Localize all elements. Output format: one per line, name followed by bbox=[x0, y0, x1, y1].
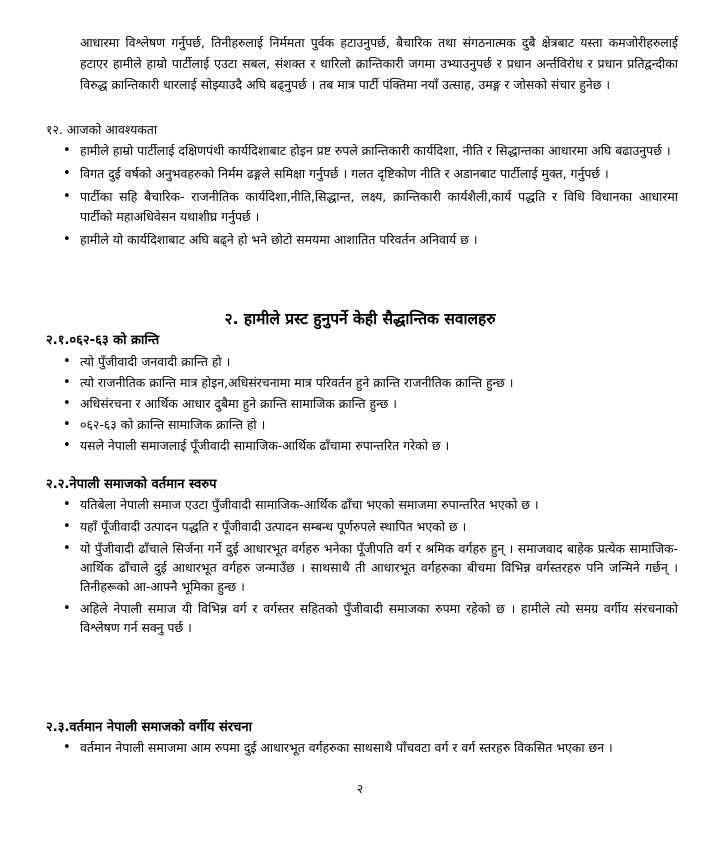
list-item-text: यो पुँजीवादी ढाँचाले सिर्जना गर्ने दुई आधारभूत वर्गहरु भनेका पूँजीपति वर्ग र श्रमिक वर्गहरु हुन् । समाजवाद बाहेक प्रत्येक सामाजिक-आर्थिक ढाँचाले दुई आधारभूत वर्गहरु जन्माउँछ । साथसाथै ती आधारभूत वर्गहरुका बीचमा विभिन्न वर्गस्तरहरु पनि जन्मिने गर्छन् । तिनीहरूको आ-आफ्नै भूमिका हुन्छ । bbox=[80, 541, 678, 594]
list-item bbox=[63, 738, 678, 758]
bullet-icon: • bbox=[63, 541, 71, 556]
bullet-icon: • bbox=[63, 143, 71, 158]
list-item-text: हामीले हाम्रो पार्टीलाई दक्षिणपंथी कार्यदिशाबाट होइन प्रष्ट रुपले क्रान्तिकारी कार्यदिशा, नीति र सिद्धान्तका आधारमा अघि बढाउनुपर्छ । bbox=[80, 143, 671, 158]
section-title: २. हामीले प्रस्ट हुनुपर्ने केही सैद्धान्तिक सवालहरु bbox=[224, 310, 496, 328]
bullet-icon: • bbox=[63, 232, 71, 247]
list-item bbox=[63, 495, 678, 514]
list-section-12 bbox=[63, 141, 678, 250]
list-item bbox=[63, 435, 678, 456]
bullet-icon: • bbox=[63, 417, 71, 432]
bullet-icon: • bbox=[63, 438, 71, 453]
list-item-text: अधिसंरचना र आर्थिक आधार दुबैमा हुने क्रान्ति सामाजिक क्रान्ति हुन्छ । bbox=[80, 396, 397, 411]
list-item bbox=[63, 141, 678, 161]
bullet-icon: • bbox=[63, 519, 71, 534]
bullet-icon: • bbox=[63, 166, 71, 181]
list-item-text: पार्टीका सहि बैचारिक- राजनीतिक कार्यदिशा,नीति,सिद्धान्त, लक्ष्य, क्रान्तिकारी कार्यशैली,कार्य पद्धति र विधि विधानका आधारमा पार्टीको महाअधिवेसन यथाशीघ्र गर्नुपर्छ । bbox=[80, 189, 678, 224]
list-section-2-3 bbox=[63, 738, 678, 758]
bullet-icon: • bbox=[63, 396, 71, 411]
list-item-text: यतिबेला नेपाली समाज एउटा पुँजीवादी सामाजिक-आर्थिक ढाँचा भएको समाजमा रुपान्तरित भएको छ । bbox=[80, 497, 539, 512]
list-section-2-2 bbox=[63, 495, 678, 637]
list-item-text: त्यो पुँजीवादी जनवादी क्रान्ति हो । bbox=[80, 354, 231, 369]
list-item bbox=[63, 539, 678, 596]
list-item bbox=[63, 517, 678, 536]
heading-section-2-3: २.३.वर्तमान नेपाली समाजको वर्गीय संरचना bbox=[46, 720, 252, 735]
list-item-text: हामीले यो कार्यदिशाबाट अघि बढ्ने हो भने छोटो समयमा आशातित परिवर्तन अनिवार्य छ । bbox=[80, 232, 478, 247]
list-item bbox=[63, 414, 678, 435]
list-item bbox=[63, 187, 678, 227]
bullet-icon: • bbox=[63, 601, 71, 616]
list-item bbox=[63, 393, 678, 414]
intro-paragraph: आधारमा विश्लेषण गर्नुपर्छ, तिनीहरुलाई निर्ममता पुर्वक हटाउनुपर्छ, बैचारिक तथा संगठनात्मक दुबै क्षेत्रबाट यस्ता कमजोरीहरुलाई हटाएर हामीले हाम्रो पार्टीलाई एउटा सबल, संशक्त र धारिलो क्रान्तिकारी जगमा उभ्याउनुपर्छ र प्रधान अर्न्तविरोध र प्रधान प्रतिद्वन्दीका विरुद्ध क्रान्तिकारी धारलाई सोझ्याउदै अघि बढ्नुपर्छ । तब मात्र पार्टी पंक्तिमा नयाँ उत्साह, उमङ्ग र जोसको संचार हुनेछ । bbox=[80, 35, 678, 92]
list-item-text: त्यो राजनीतिक क्रान्ति मात्र होइन,अधिसंरचनामा मात्र परिवर्तन हुने क्रान्ति राजनीतिक क्रान्ति हुन्छ । bbox=[80, 375, 514, 390]
page-number: २ bbox=[356, 781, 364, 796]
bullet-icon: • bbox=[63, 354, 71, 369]
bullet-icon: • bbox=[63, 375, 71, 390]
list-item-text: यहाँ पूँजीवादी उत्पादन पद्धति र पूँजीवादी उत्पादन सम्बन्ध पूर्णरुपले स्थापित भएको छ । bbox=[80, 519, 467, 534]
list-item-text: यसले नेपाली समाजलाई पूँजीवादी सामाजिक-आर्थिक ढाँचामा रुपान्तरित गरेको छ । bbox=[80, 438, 450, 453]
bullet-icon: • bbox=[63, 497, 71, 512]
bullet-icon: • bbox=[63, 740, 71, 755]
list-section-2-1 bbox=[63, 351, 678, 456]
list-item-text: वर्तमान नेपाली समाजमा आम रुपमा दुई आधारभूत वर्गहरुका साथसाथै पाँचवटा वर्ग र वर्ग स्तरहरु विकसित भएका छन । bbox=[80, 740, 613, 755]
list-item-text: ०६२-६३ को क्रान्ति सामाजिक क्रान्ति हो । bbox=[80, 417, 266, 432]
list-item-text: विगत दुई वर्षको अनुभवहरुको निर्मम ढङ्गले समिक्षा गर्नुपर्छ । गलत दृष्टिकोण नीति र अडानबाट पार्टीलाई मुक्त, गर्नुपर्छ । bbox=[80, 166, 609, 181]
heading-section-2-2: २.२.नेपाली समाजको वर्तमान स्वरुप bbox=[46, 477, 217, 492]
heading-section-12: १२. आजको आवश्यकता bbox=[46, 122, 158, 137]
heading-section-2-1: २.१.०६२-६३ को क्रान्ति bbox=[46, 333, 160, 348]
list-item bbox=[63, 351, 678, 372]
list-item-text: अहिले नेपाली समाज यी विभिन्न वर्ग र वर्गस्तर सहितको पुँजीवादी समाजका रुपमा रहेको छ । हामीले त्यो समग्र वर्गीय संरचनाको विश्लेषण गर्न सक्नु पर्छ । bbox=[80, 601, 678, 635]
bullet-icon: • bbox=[63, 189, 71, 204]
list-item bbox=[63, 230, 678, 250]
list-item bbox=[63, 372, 678, 393]
list-item bbox=[63, 164, 678, 184]
list-item bbox=[63, 599, 678, 637]
